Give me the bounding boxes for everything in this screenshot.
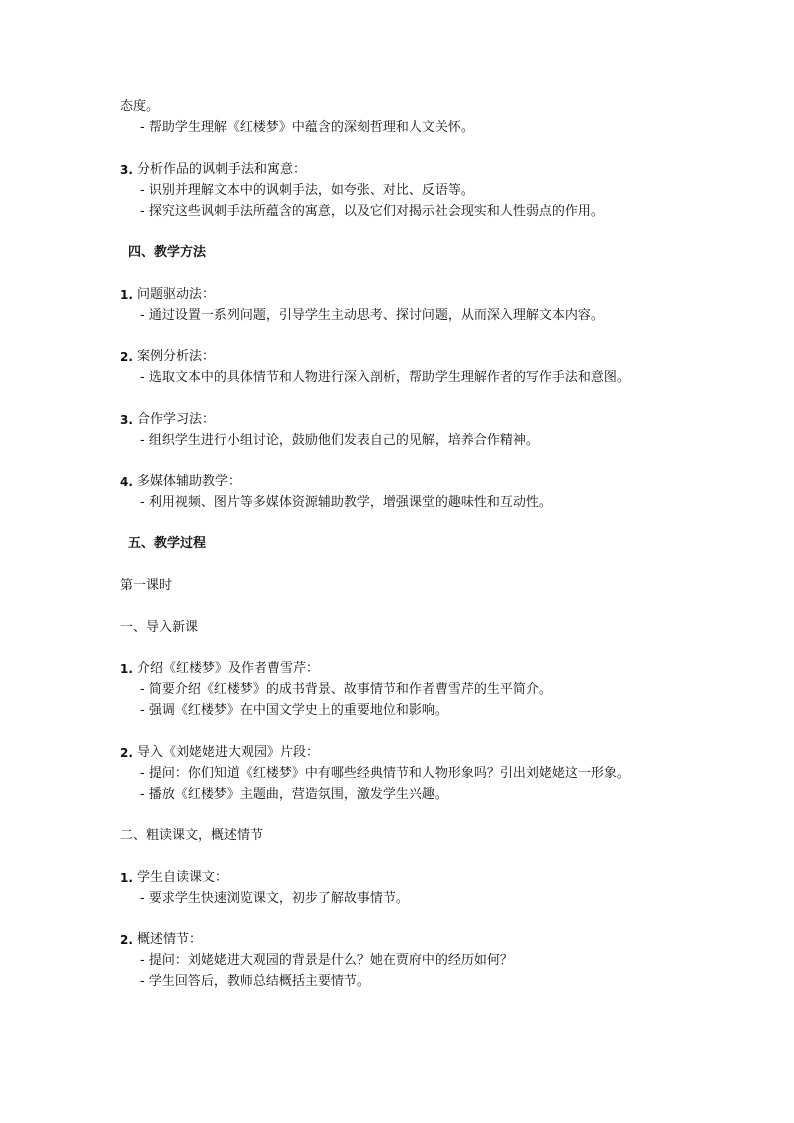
part-heading: 一、导入新课 bbox=[120, 620, 199, 635]
step-bullet: - 学生回答后，教师总结概括主要情节。 bbox=[140, 974, 370, 989]
objective-title: 分析作品的讽刺手法和寓意： bbox=[137, 162, 307, 177]
step-bullet: - 播放《红楼梦》主题曲，营造氛围，激发学生兴趣。 bbox=[140, 787, 448, 802]
step-title: 介绍《红楼梦》及作者曹雪芹： bbox=[137, 661, 320, 676]
step-title: 导入《刘姥姥进大观园》片段： bbox=[137, 745, 320, 760]
step-bullet: - 提问：你们知道《红楼梦》中有哪些经典情节和人物形象吗？引出刘姥姥这一形象。 bbox=[140, 766, 630, 781]
method-title: 问题驱动法： bbox=[137, 287, 216, 302]
method-bullet: - 利用视频、图片等多媒体资源辅助教学，增强课堂的趣味性和互动性。 bbox=[140, 495, 552, 510]
step-bullet: - 提问：刘姥姥进大观园的背景是什么？她在贾府中的经历如何？ bbox=[140, 953, 513, 968]
objective-number: 3. bbox=[120, 163, 133, 177]
method-bullet: - 通过设置一系列问题，引导学生主动思考、探讨问题，从而深入理解文本内容。 bbox=[140, 308, 604, 323]
objective-bullet: - 探究这些讽刺手法所蕴含的寓意，以及它们对揭示社会现实和人性弱点的作用。 bbox=[140, 204, 604, 219]
section-heading: 四、教学方法 bbox=[128, 245, 207, 260]
objective-bullet: - 识别并理解文本中的讽刺手法，如夸张、对比、反语等。 bbox=[140, 183, 474, 198]
continuation-text: 态度。 bbox=[120, 99, 160, 114]
step-number: 1. bbox=[120, 662, 133, 676]
step-title: 概述情节： bbox=[137, 932, 203, 947]
step-bullet: - 要求学生快速浏览课文，初步了解故事情节。 bbox=[140, 891, 409, 906]
step-bullet: - 强调《红楼梦》在中国文学史上的重要地位和影响。 bbox=[140, 703, 448, 718]
method-title: 多媒体辅助教学： bbox=[137, 474, 242, 489]
method-title: 合作学习法： bbox=[137, 412, 216, 427]
continuation-bullet: - 帮助学生理解《红楼梦》中蕴含的深刻哲理和人文关怀。 bbox=[140, 120, 474, 135]
method-bullet: - 选取文本中的具体情节和人物进行深入剖析，帮助学生理解作者的写作手法和意图。 bbox=[140, 370, 630, 385]
section-heading: 五、教学过程 bbox=[128, 536, 207, 551]
method-bullet: - 组织学生进行小组讨论，鼓励他们发表自己的见解，培养合作精神。 bbox=[140, 433, 539, 448]
part-heading: 二、粗读课文，概述情节 bbox=[120, 828, 264, 843]
method-title: 案例分析法： bbox=[137, 349, 216, 364]
step-title: 学生自读课文： bbox=[137, 870, 229, 885]
step-number: 2. bbox=[120, 746, 133, 760]
method-number: 2. bbox=[120, 350, 133, 364]
method-number: 1. bbox=[120, 288, 133, 302]
step-number: 1. bbox=[120, 871, 133, 885]
step-bullet: - 简要介绍《红楼梦》的成书背景、故事情节和作者曹雪芹的生平简介。 bbox=[140, 682, 552, 697]
step-number: 2. bbox=[120, 933, 133, 947]
lesson-label: 第一课时 bbox=[120, 578, 173, 593]
method-number: 4. bbox=[120, 475, 133, 489]
method-number: 3. bbox=[120, 413, 133, 427]
